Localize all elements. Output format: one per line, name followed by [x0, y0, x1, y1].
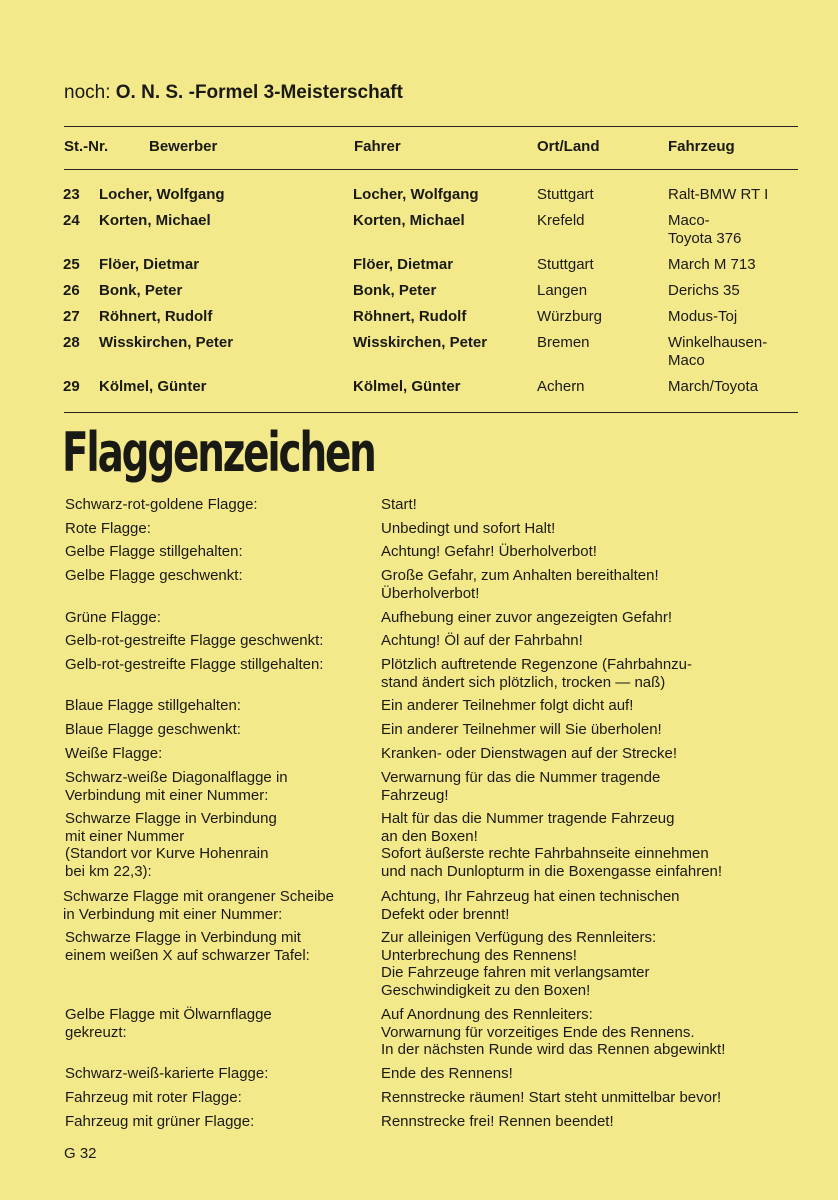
heading-prefix: noch: [64, 82, 111, 103]
flag-name: Schwarze Flagge in Verbindung mit einer Nummer (Standort vor Kurve Hohenrain bei km 22,3): [65, 810, 277, 880]
flag-meaning: Rennstrecke frei! Rennen beendet! [381, 1113, 614, 1130]
flag-name: Weiße Flagge: [65, 745, 163, 762]
flag-meaning: Zur alleinigen Verfügung des Rennleiters: Unterbrechung des Rennens! Die Fahrzeuge fahren mit verlangsamter Geschwindigkeit zu den Boxen! [381, 929, 657, 999]
flag-meaning: Halt für das die Nummer tragende Fahrzeug an den Boxen! Sofort äußerste rechte Fahrbahnseite einnehmen und nach Dunlopturm in die Boxengasse einfahren! [381, 810, 723, 880]
flag-name: Blaue Flagge geschwenkt: [65, 721, 241, 738]
flag-meaning: Große Gefahr, zum Anhalten bereithalten! Überholverbot! [381, 567, 659, 602]
cell-bewerber: Röhnert, Rudolf [99, 308, 213, 325]
flag-name: Schwarz-weiße Diagonalflagge in Verbindung mit einer Nummer: [65, 769, 288, 804]
flags-title: Flaggenzeichen [62, 421, 375, 484]
col-header-bewerber: Bewerber [149, 138, 218, 155]
cell-fahrzeug: Maco- Toyota 376 [668, 212, 742, 247]
section-heading [64, 82, 403, 104]
flag-name: Grüne Flagge: [65, 609, 161, 626]
cell-ort: Würzburg [537, 308, 603, 325]
flag-name: Schwarze Flagge mit orangener Scheibe in Verbindung mit einer Nummer: [63, 888, 334, 923]
cell-fahrer: Flöer, Dietmar [353, 256, 454, 273]
top-rule [64, 126, 798, 127]
cell-bewerber: Bonk, Peter [99, 282, 183, 299]
flag-meaning: Start! [381, 496, 417, 513]
cell-fahrzeug: March/Toyota [668, 378, 759, 395]
flag-meaning: Aufhebung einer zuvor angezeigten Gefahr! [381, 609, 673, 626]
cell-nr: 24 [63, 212, 80, 229]
flag-meaning: Verwarnung für das die Nummer tragende Fahrzeug! [381, 769, 661, 804]
page-number: G 32 [64, 1145, 97, 1162]
col-header-ort: Ort/Land [537, 138, 600, 155]
cell-fahrzeug: Derichs 35 [668, 282, 740, 299]
cell-fahrer: Bonk, Peter [353, 282, 437, 299]
cell-fahrzeug: March M 713 [668, 256, 756, 273]
cell-nr: 26 [63, 282, 80, 299]
cell-fahrer: Kölmel, Günter [353, 378, 461, 395]
flag-name: Gelb-rot-gestreifte Flagge stillgehalten: [65, 656, 324, 673]
cell-bewerber: Wisskirchen, Peter [99, 334, 234, 351]
cell-ort: Langen [537, 282, 588, 299]
flag-meaning: Achtung! Öl auf der Fahrbahn! [381, 632, 583, 649]
flag-name: Blaue Flagge stillgehalten: [65, 697, 241, 714]
flag-meaning: Achtung! Gefahr! Überholverbot! [381, 543, 597, 560]
flag-meaning: Achtung, Ihr Fahrzeug hat einen technischen Defekt oder brennt! [381, 888, 680, 923]
cell-fahrzeug: Winkelhausen- Maco [668, 334, 768, 369]
cell-ort: Krefeld [537, 212, 585, 229]
cell-ort: Stuttgart [537, 256, 594, 273]
cell-ort: Stuttgart [537, 186, 594, 203]
cell-fahrer: Korten, Michael [353, 212, 465, 229]
flag-name: Fahrzeug mit roter Flagge: [65, 1089, 242, 1106]
flag-meaning: Plötzlich auftretende Regenzone (Fahrbahnzu- stand ändert sich plötzlich, trocken — naß) [381, 656, 693, 691]
flag-meaning: Unbedingt und sofort Halt! [381, 520, 556, 537]
flag-meaning: Ein anderer Teilnehmer will Sie überholen! [381, 721, 662, 738]
flag-meaning: Ein anderer Teilnehmer folgt dicht auf! [381, 697, 634, 714]
flag-meaning: Auf Anordnung des Rennleiters: Vorwarnung für vorzeitiges Ende des Rennens. In der nächsten Runde wird das Rennen abgewinkt! [381, 1006, 726, 1058]
cell-fahrzeug: Modus-Toj [668, 308, 738, 325]
flag-name: Gelbe Flagge mit Ölwarnflagge gekreuzt: [65, 1006, 272, 1041]
cell-ort: Bremen [537, 334, 590, 351]
cell-fahrzeug: Ralt-BMW RT I [668, 186, 769, 203]
flag-name: Gelbe Flagge geschwenkt: [65, 567, 243, 584]
flag-meaning: Kranken- oder Dienstwagen auf der Strecke! [381, 745, 677, 762]
cell-bewerber: Kölmel, Günter [99, 378, 207, 395]
flag-name: Schwarz-rot-goldene Flagge: [65, 496, 258, 513]
cell-bewerber: Korten, Michael [99, 212, 211, 229]
flag-meaning: Ende des Rennens! [381, 1065, 513, 1082]
cell-nr: 23 [63, 186, 80, 203]
cell-fahrer: Röhnert, Rudolf [353, 308, 467, 325]
flag-name: Rote Flagge: [65, 520, 151, 537]
col-header-fahrer: Fahrer [354, 138, 401, 155]
flag-meaning: Rennstrecke räumen! Start steht unmittelbar bevor! [381, 1089, 722, 1106]
cell-nr: 29 [63, 378, 80, 395]
cell-nr: 28 [63, 334, 80, 351]
cell-ort: Achern [537, 378, 585, 395]
header-rule [64, 169, 798, 170]
flag-name: Gelb-rot-gestreifte Flagge geschwenkt: [65, 632, 324, 649]
cell-nr: 25 [63, 256, 80, 273]
flag-name: Schwarze Flagge in Verbindung mit einem weißen X auf schwarzer Tafel: [65, 929, 310, 964]
cell-fahrer: Wisskirchen, Peter [353, 334, 488, 351]
flag-name: Schwarz-weiß-karierte Flagge: [65, 1065, 269, 1082]
flag-name: Gelbe Flagge stillgehalten: [65, 543, 243, 560]
heading-title: O. N. S. -Formel 3-Meisterschaft [115, 82, 403, 103]
cell-fahrer: Locher, Wolfgang [353, 186, 479, 203]
cell-nr: 27 [63, 308, 80, 325]
flag-name: Fahrzeug mit grüner Flagge: [65, 1113, 255, 1130]
col-header-fahrzeug: Fahrzeug [668, 138, 735, 155]
col-header-nr: St.-Nr. [64, 138, 109, 155]
cell-bewerber: Locher, Wolfgang [99, 186, 225, 203]
cell-bewerber: Flöer, Dietmar [99, 256, 200, 273]
table-bottom-rule [64, 412, 798, 413]
